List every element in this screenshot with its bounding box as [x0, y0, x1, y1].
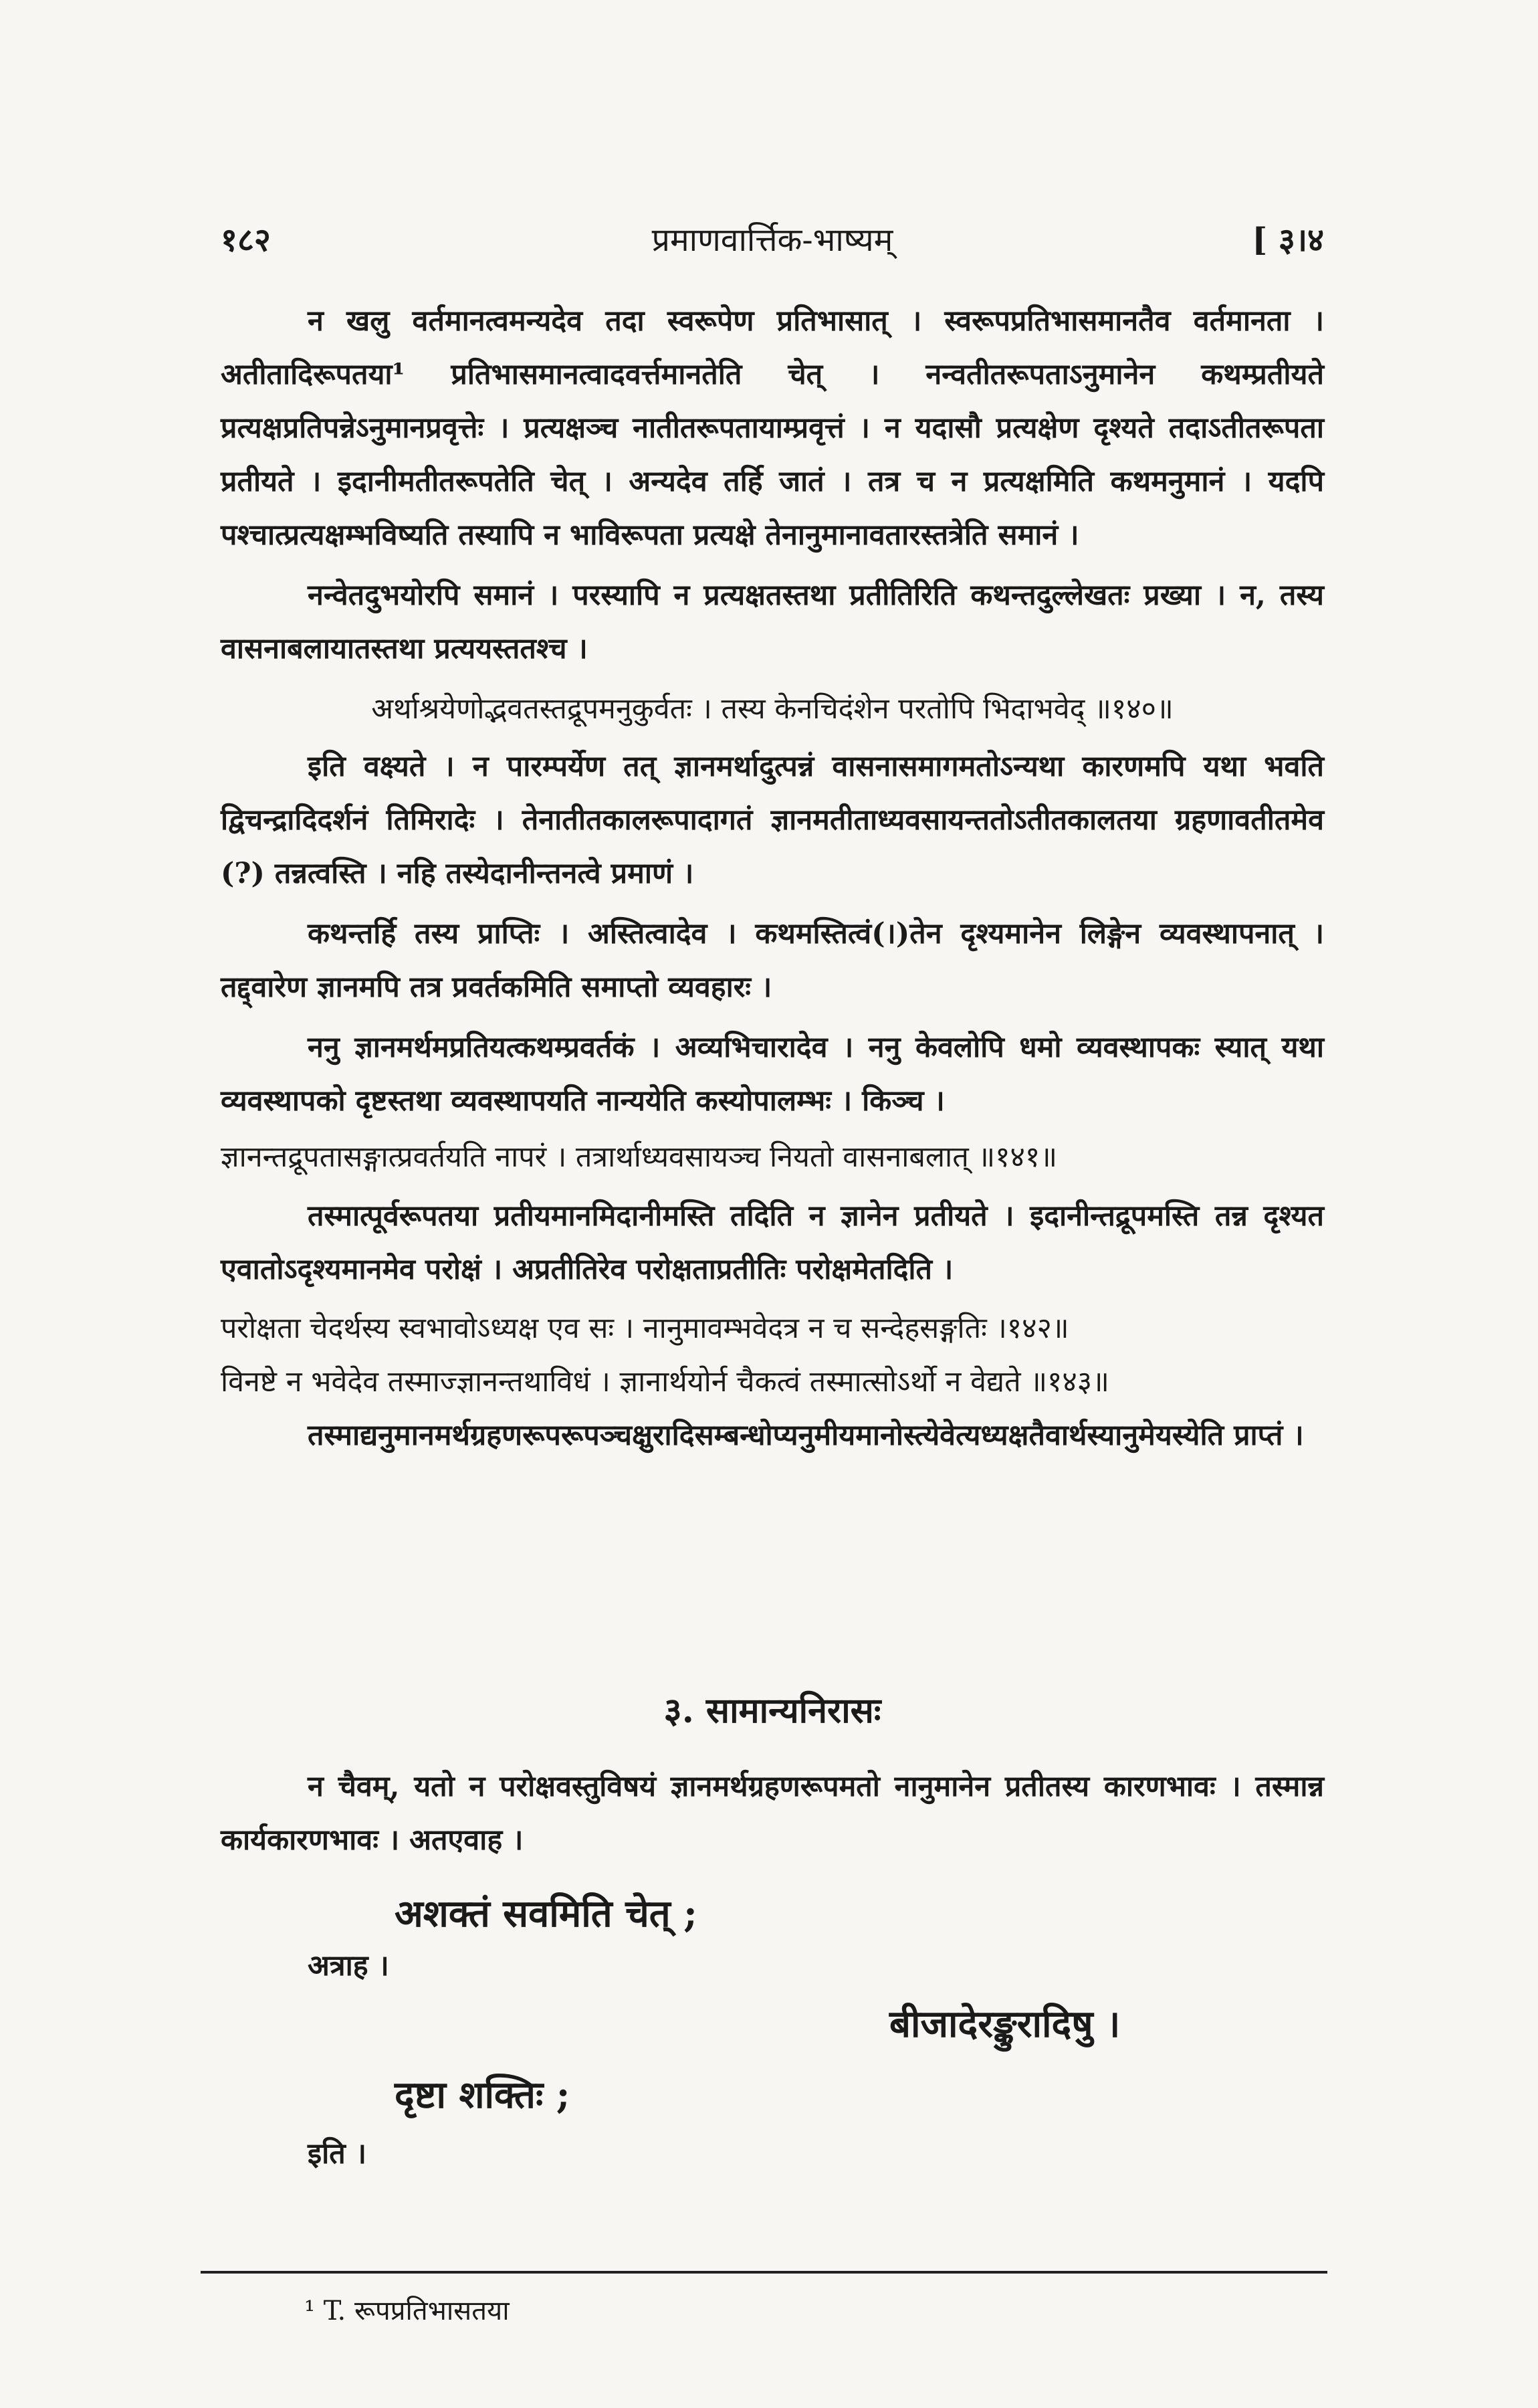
iti-line: इति । [308, 2137, 367, 2171]
footnote-rule [201, 2271, 1327, 2274]
verse-140: अर्थाश्रयेणोद्भवतस्तद्रूपमनुकुर्वतः । तस्य केनचिदंशेन परतोपि भिदाभवेद् ॥१४०॥ [371, 692, 1174, 726]
page-number: १८२ [221, 221, 271, 259]
karika-line-1: अशक्तं सवमिति चेत् ; [395, 1892, 697, 1936]
running-title: प्रमाणवार्त्तिक-भाष्यम् [651, 221, 893, 259]
paragraph-7: तस्माद्यनुमानमर्थग्रहणरूपरूपञ्चक्षुरादिसम्बन्धोप्यनुमीयमानोस्त्येवेत्यध्यक्षतैवार्थस्यानुमेयस्येति प्राप्तं । [308, 1419, 1304, 1452]
paragraph-4: कथन्तर्हि तस्य प्राप्तिः । अस्तित्वादेव । कथमस्तित्वं(।)तेन दृश्यमानेन लिङ्गेन व्यवस्थापनात् । तद्द्वारेण ज्ञानमपि तत्र प्रवर्तकमिति समाप्तो व्यवहारः । [221, 917, 1324, 1004]
paragraph-3: इति वक्ष्यते । न पारम्पर्येण तत् ज्ञानमर्थादुत्पन्नं वासनासमागमतोऽन्यथा कारणमपि यथा भवति द्विचन्द्रादिदर्शनं तिमिरादेः । तेनातीतकालरूपादागतं ज्ञानमतीताध्यवसायन्ततोऽतीतकालतया ग्रहणावतीतमेव (?) तन्नत्वस्ति । नहि तस्येदानीन्तनत्वे प्रमाणं । [221, 750, 1324, 890]
atrah-line: अत्राह । [308, 1949, 389, 1983]
section-marker: [ ३।४ [1252, 221, 1324, 259]
verse-142: परोक्षता चेदर्थस्य स्वभावोऽध्यक्ष एव सः । नानुमावम्भवेदत्र न च सन्देहसङ्गतिः ।१४२॥ [221, 1312, 1069, 1345]
footnote: ¹ T. रूपप्रतिभासतया [304, 2296, 510, 2326]
paragraph-5: ननु ज्ञानमर्थमप्रतियत्कथम्प्रवर्तकं । अव्यभिचारादेव । ननु केवलोपि धमो व्यवस्थापकः स्यात् यथा व्यवस्थापको दृष्टस्तथा व्यवस्थापयति नान्ययेति कस्योपालम्भः । किञ्च । [221, 1031, 1324, 1118]
running-header [221, 217, 1324, 264]
karika-line-2: बीजादेरङ्कुरादिषु । [889, 2002, 1121, 2046]
paragraph-6: तस्मात्पूर्वरूपतया प्रतीयमानमिदानीमस्ति तदिति न ज्ञानेन प्रतीयते । इदानीन्तद्रूपमस्ति तन्न दृश्यत एवातोऽदृश्यमानमेव परोक्षं । अप्रतीतिरेव परोक्षताप्रतीतिः परोक्षमेतदिति । [221, 1199, 1324, 1286]
section-3 [221, 1686, 1324, 2172]
karika-line-3: दृष्टा शक्तिः ; [395, 2073, 570, 2117]
verse-141: ज्ञानन्तद्रूपतासङ्गात्प्रवर्तयति नापरं । तत्रार्थाध्यवसायञ्च नियतो वासनाबलात् ॥१४१॥ [221, 1140, 1057, 1174]
paragraph-2: नन्वेतदुभयोरपि समानं । परस्यापि न प्रत्यक्षतस्तथा प्रतीतिरिति कथन्तदुल्लेखतः प्रख्या । न, तस्य वासनाबलायातस्तथा प्रत्ययस्ततश्च । [221, 579, 1324, 666]
paragraph-8: न चैवम्, यतो न परोक्षवस्तुविषयं ज्ञानमर्थग्रहणरूपमतो नानुमानेन प्रतीतस्य कारणभावः । तस्मान्न कार्यकारणभावः । अतएवाह । [221, 1770, 1324, 1857]
verse-143: विनष्टे न भवेदेव तस्माज्ज्ञानन्तथाविधं । ज्ञानार्थयोर्न चैकत्वं तस्मात्सोऽर्थो न वेद्यते ॥१४३॥ [221, 1365, 1109, 1399]
paragraph-1: न खलु वर्तमानत्वमन्यदेव तदा स्वरूपेण प्रतिभासात् । स्वरूपप्रतिभासमानतैव वर्तमानता । अतीतादिरूपतया¹ प्रतिभासमानत्वादवर्त्तमानतेति चेत् । नन्वतीतरूपताऽनुमानेन कथम्प्रतीयते प्रत्यक्षप्रतिपन्नेऽनुमानप्रवृत्तेः । प्रत्यक्षञ्च नातीतरूपतायाम्प्रवृत्तं । न यदासौ प्रत्यक्षेण दृश्यते तदाऽतीतरूपता प्रतीयते । इदानीमतीतरूपतेति चेत् । अन्यदेव तर्हि जातं । तत्र च न प्रत्यक्षमिति कथमनुमानं । यदपि पश्चात्प्रत्यक्षम्भविष्यति तस्यापि न भाविरूपता प्रत्यक्षे तेनानुमानावतारस्तत्रेति समानं । [221, 304, 1324, 552]
main-text [221, 294, 1324, 1462]
section-heading: ३. सामान्यनिरासः [663, 1690, 881, 1731]
